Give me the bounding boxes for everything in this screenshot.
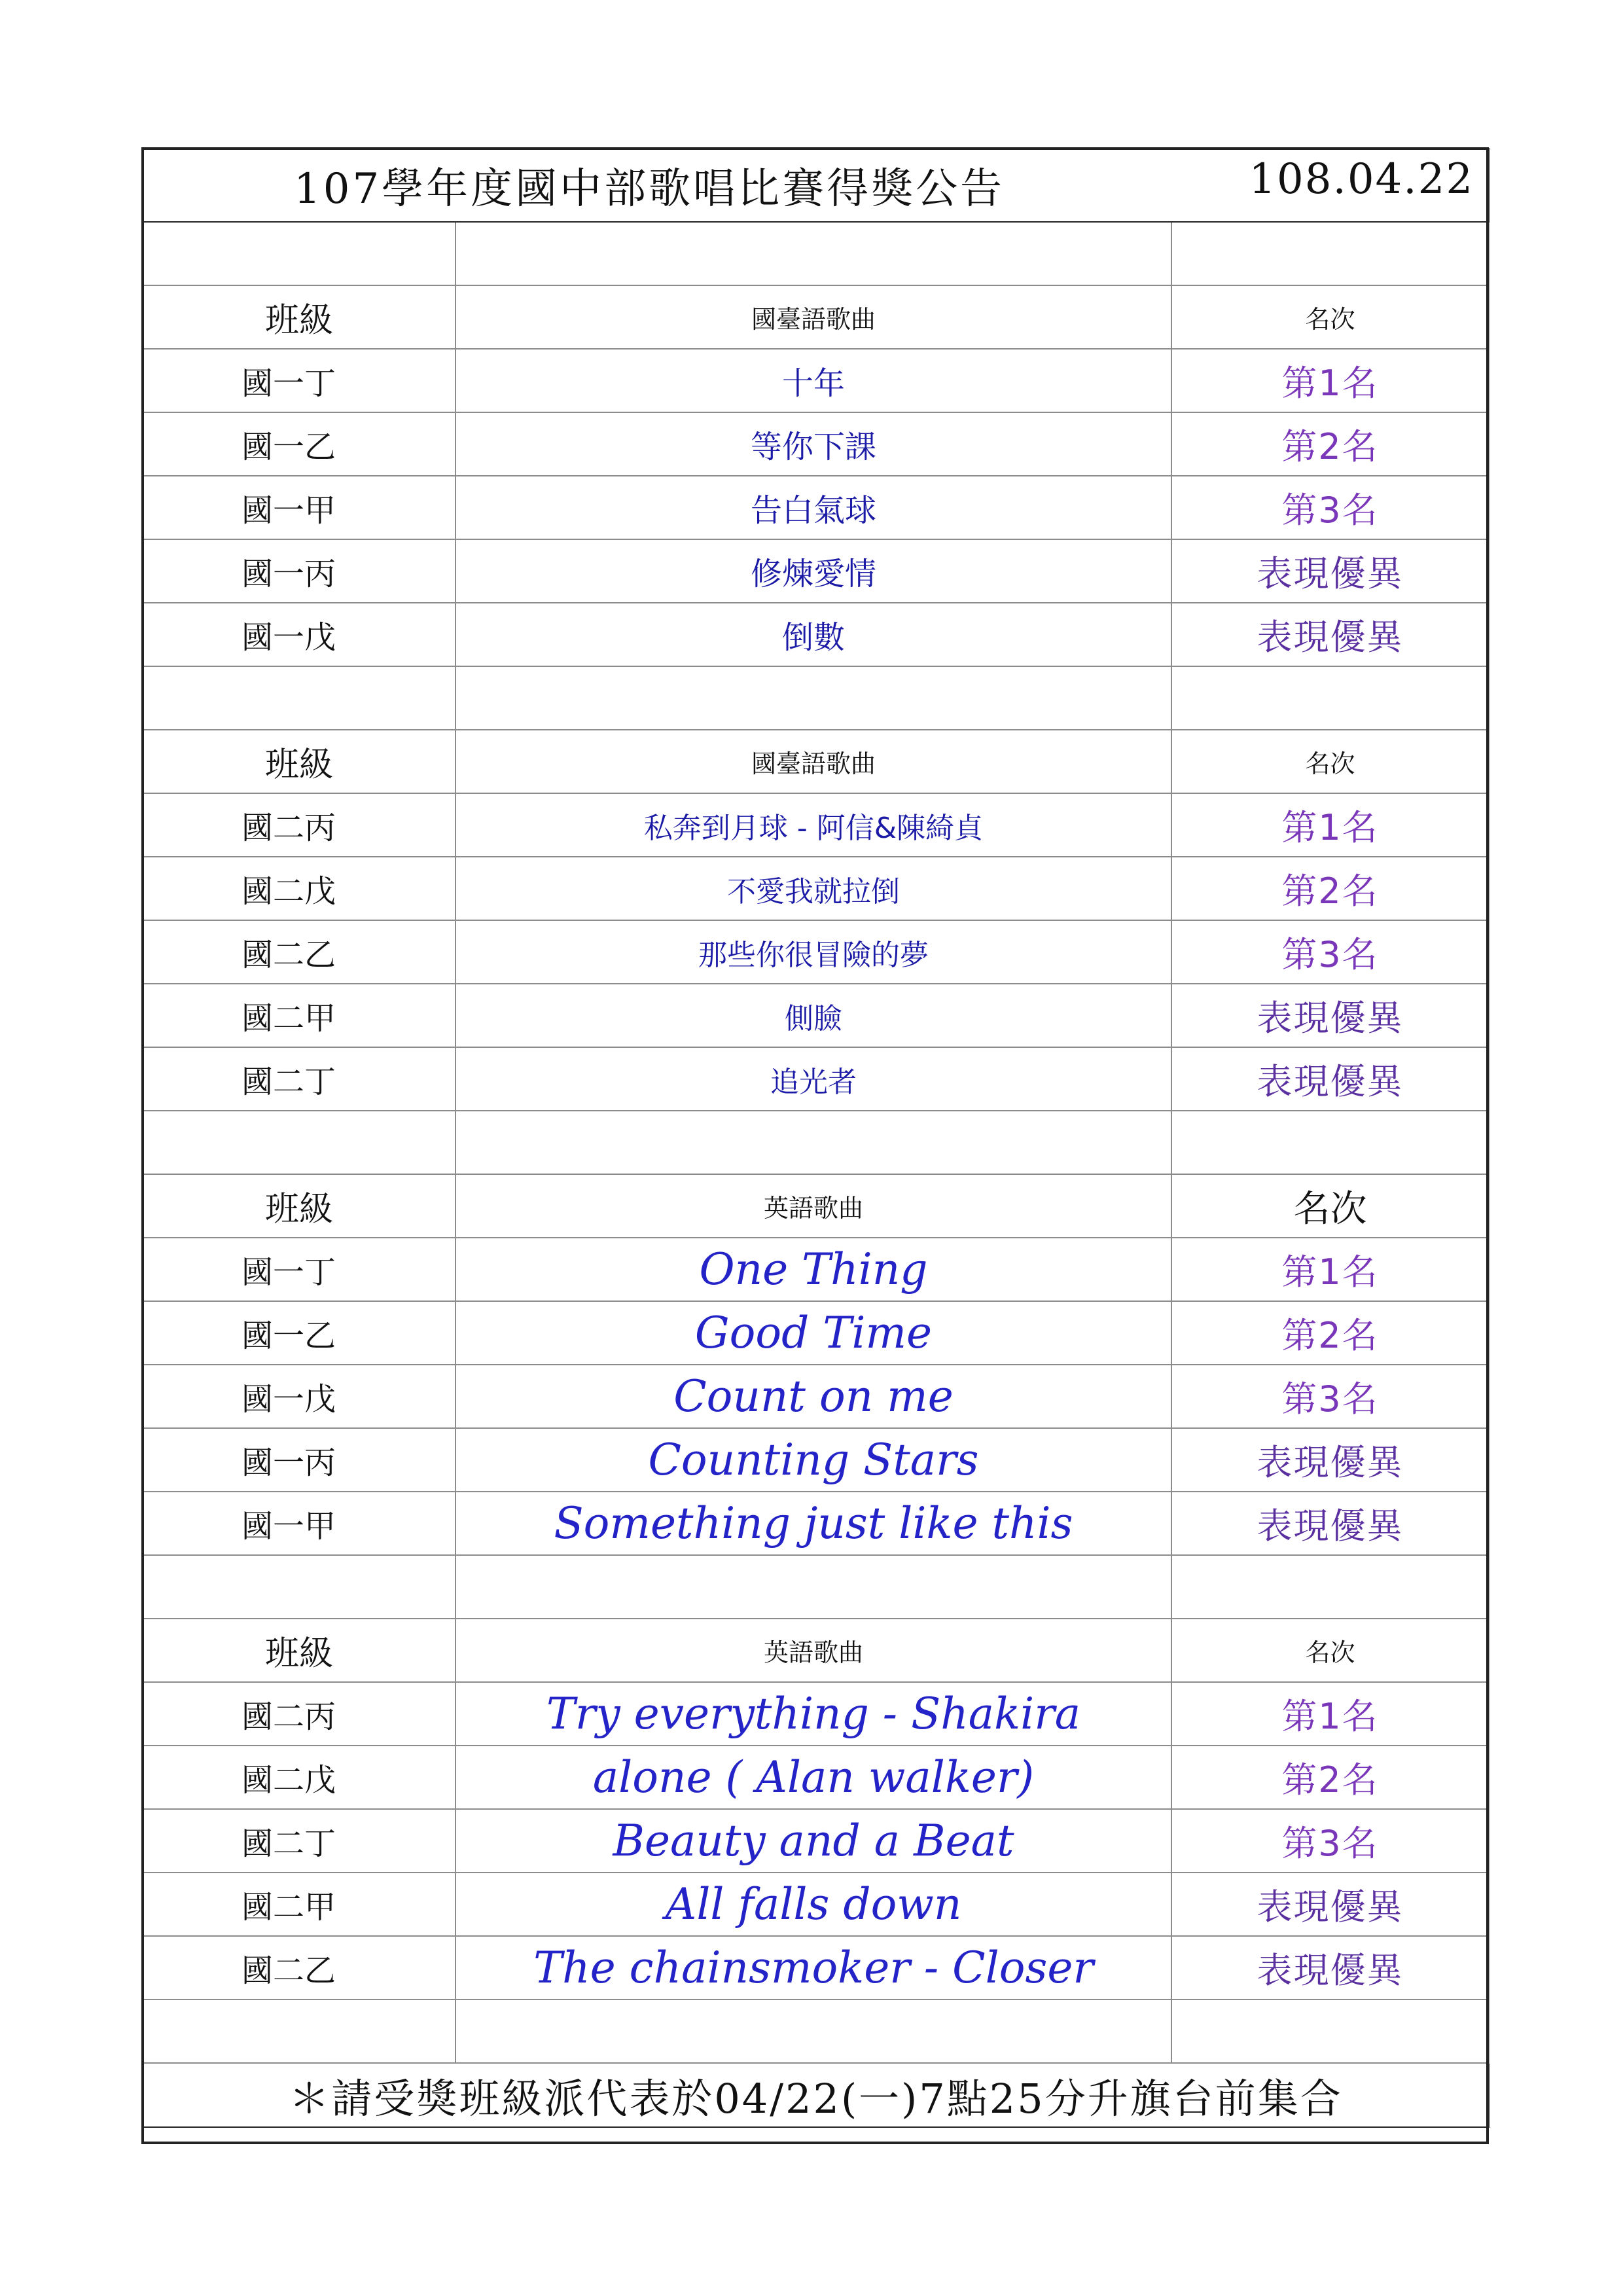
- table-row: [143, 412, 1489, 476]
- section-header-row: [143, 1619, 1489, 1682]
- song-cell: 倒數: [455, 603, 1171, 666]
- table-row: [143, 1682, 1489, 1746]
- song-cell: 那些你很冒險的夢: [455, 920, 1171, 984]
- table-row: [143, 476, 1489, 539]
- header-rank: 名次: [1171, 730, 1489, 793]
- table-row: [143, 539, 1489, 603]
- class-cell: 國二丙: [143, 793, 455, 857]
- rank-cell: 第1名: [1171, 793, 1489, 857]
- spacer-cell: [1171, 2000, 1489, 2063]
- rank-cell: 第3名: [1171, 1365, 1489, 1428]
- rank-cell: 第3名: [1171, 476, 1489, 539]
- footer-note: ＊請受獎班級派代表於04/22(一)7點25分升旗台前集合: [143, 2063, 1489, 2127]
- song-cell: 側臉: [455, 984, 1171, 1047]
- spacer-cell: [1171, 1111, 1489, 1174]
- spacer-cell: [455, 222, 1171, 285]
- table-row: [143, 920, 1489, 984]
- song-cell: 等你下課: [455, 412, 1171, 476]
- table-row: [143, 1936, 1489, 2000]
- class-cell: 國一戊: [143, 603, 455, 666]
- song-cell: 告白氣球: [455, 476, 1171, 539]
- rank-cell: 第1名: [1171, 349, 1489, 412]
- spacer-cell: [455, 666, 1171, 730]
- class-cell: 國二乙: [143, 920, 455, 984]
- song-cell: The chainsmoker - Closer: [455, 1936, 1171, 2000]
- class-cell: 國一戊: [143, 1365, 455, 1428]
- spacer-cell: [455, 1111, 1171, 1174]
- song-cell: 修煉愛情: [455, 539, 1171, 603]
- rank-cell: 表現優異: [1171, 539, 1489, 603]
- rank-cell: 第2名: [1171, 857, 1489, 920]
- song-cell: alone ( Alan walker): [455, 1746, 1171, 1809]
- class-cell: 國一丁: [143, 349, 455, 412]
- table-row: [143, 1492, 1489, 1555]
- section-header-row: [143, 730, 1489, 793]
- header-rank: 名次: [1171, 285, 1489, 349]
- song-cell: Count on me: [455, 1365, 1171, 1428]
- table-row: [143, 1428, 1489, 1492]
- class-cell: 國二戊: [143, 857, 455, 920]
- announcement-title: 107學年度國中部歌唱比賽得獎公告: [294, 165, 1005, 213]
- class-cell: 國一甲: [143, 1492, 455, 1555]
- table-row: [143, 1746, 1489, 1809]
- song-cell: 私奔到月球 - 阿信&陳綺貞: [455, 793, 1171, 857]
- class-cell: 國二乙: [143, 1936, 455, 2000]
- class-cell: 國二甲: [143, 1873, 455, 1936]
- class-cell: 國二丙: [143, 1682, 455, 1746]
- rank-cell: 表現優異: [1171, 1936, 1489, 2000]
- song-cell: Good Time: [455, 1301, 1171, 1365]
- rank-cell: 表現優異: [1171, 1428, 1489, 1492]
- song-cell: Try everything - Shakira: [455, 1682, 1171, 1746]
- class-cell: 國一丙: [143, 1428, 455, 1492]
- rank-cell: 第2名: [1171, 1746, 1489, 1809]
- song-cell: Counting Stars: [455, 1428, 1171, 1492]
- song-cell: All falls down: [455, 1873, 1171, 1936]
- header-song: 英語歌曲: [455, 1174, 1171, 1238]
- table-row: [143, 1238, 1489, 1301]
- header-class: 班級: [143, 1174, 455, 1238]
- spacer-row: [143, 1555, 1489, 1619]
- rank-cell: 第1名: [1171, 1238, 1489, 1301]
- spacer-cell: [455, 2000, 1171, 2063]
- spacer-row: [143, 222, 1489, 285]
- rank-cell: 表現優異: [1171, 984, 1489, 1047]
- spacer-cell: [143, 2000, 455, 2063]
- title-row: [143, 149, 1489, 222]
- song-cell: 追光者: [455, 1047, 1171, 1111]
- table-row: [143, 1365, 1489, 1428]
- rank-cell: 第2名: [1171, 1301, 1489, 1365]
- title-cell: [143, 149, 1489, 222]
- table-row: [143, 1809, 1489, 1873]
- class-cell: 國一丙: [143, 539, 455, 603]
- header-class: 班級: [143, 1619, 455, 1682]
- section-header-row: [143, 1174, 1489, 1238]
- table-row: [143, 603, 1489, 666]
- table-row: [143, 793, 1489, 857]
- song-cell: 不愛我就拉倒: [455, 857, 1171, 920]
- rank-cell: 第3名: [1171, 1809, 1489, 1873]
- class-cell: 國二甲: [143, 984, 455, 1047]
- spacer-cell: [1171, 666, 1489, 730]
- song-cell: One Thing: [455, 1238, 1171, 1301]
- header-class: 班級: [143, 730, 455, 793]
- table-row: [143, 1047, 1489, 1111]
- rank-cell: 表現優異: [1171, 1047, 1489, 1111]
- rank-cell: 第2名: [1171, 412, 1489, 476]
- announcement-date: 108.04.22: [1249, 155, 1474, 204]
- table-row: [143, 1873, 1489, 1936]
- header-song: 國臺語歌曲: [455, 285, 1171, 349]
- spacer-cell: [1171, 222, 1489, 285]
- spacer-cell: [143, 666, 455, 730]
- class-cell: 國二丁: [143, 1809, 455, 1873]
- spacer-row: [143, 1111, 1489, 1174]
- class-cell: 國一乙: [143, 412, 455, 476]
- header-class: 班級: [143, 285, 455, 349]
- table-row: [143, 984, 1489, 1047]
- spacer-cell: [1171, 1555, 1489, 1619]
- song-cell: Beauty and a Beat: [455, 1809, 1171, 1873]
- spacer-cell: [143, 222, 455, 285]
- section-header-row: [143, 285, 1489, 349]
- spacer-cell: [143, 1111, 455, 1174]
- rank-cell: 第1名: [1171, 1682, 1489, 1746]
- song-cell: Something just like this: [455, 1492, 1171, 1555]
- class-cell: 國一乙: [143, 1301, 455, 1365]
- spacer-row: [143, 2000, 1489, 2063]
- rank-cell: 第3名: [1171, 920, 1489, 984]
- rank-cell: 表現優異: [1171, 603, 1489, 666]
- header-song: 國臺語歌曲: [455, 730, 1171, 793]
- table-row: [143, 1301, 1489, 1365]
- spacer-cell: [455, 1555, 1171, 1619]
- rank-cell: 表現優異: [1171, 1873, 1489, 1936]
- table-row: [143, 349, 1489, 412]
- class-cell: 國一丁: [143, 1238, 455, 1301]
- song-cell: 十年: [455, 349, 1171, 412]
- rank-cell: 表現優異: [1171, 1492, 1489, 1555]
- header-song: 英語歌曲: [455, 1619, 1171, 1682]
- class-cell: 國一甲: [143, 476, 455, 539]
- header-rank: 名次: [1171, 1619, 1489, 1682]
- header-rank: 名次: [1171, 1174, 1489, 1238]
- class-cell: 國二戊: [143, 1746, 455, 1809]
- class-cell: 國二丁: [143, 1047, 455, 1111]
- table-row: [143, 857, 1489, 920]
- award-table: [142, 148, 1489, 2128]
- footer-row: [143, 2063, 1489, 2127]
- spacer-row: [143, 666, 1489, 730]
- spacer-cell: [143, 1555, 455, 1619]
